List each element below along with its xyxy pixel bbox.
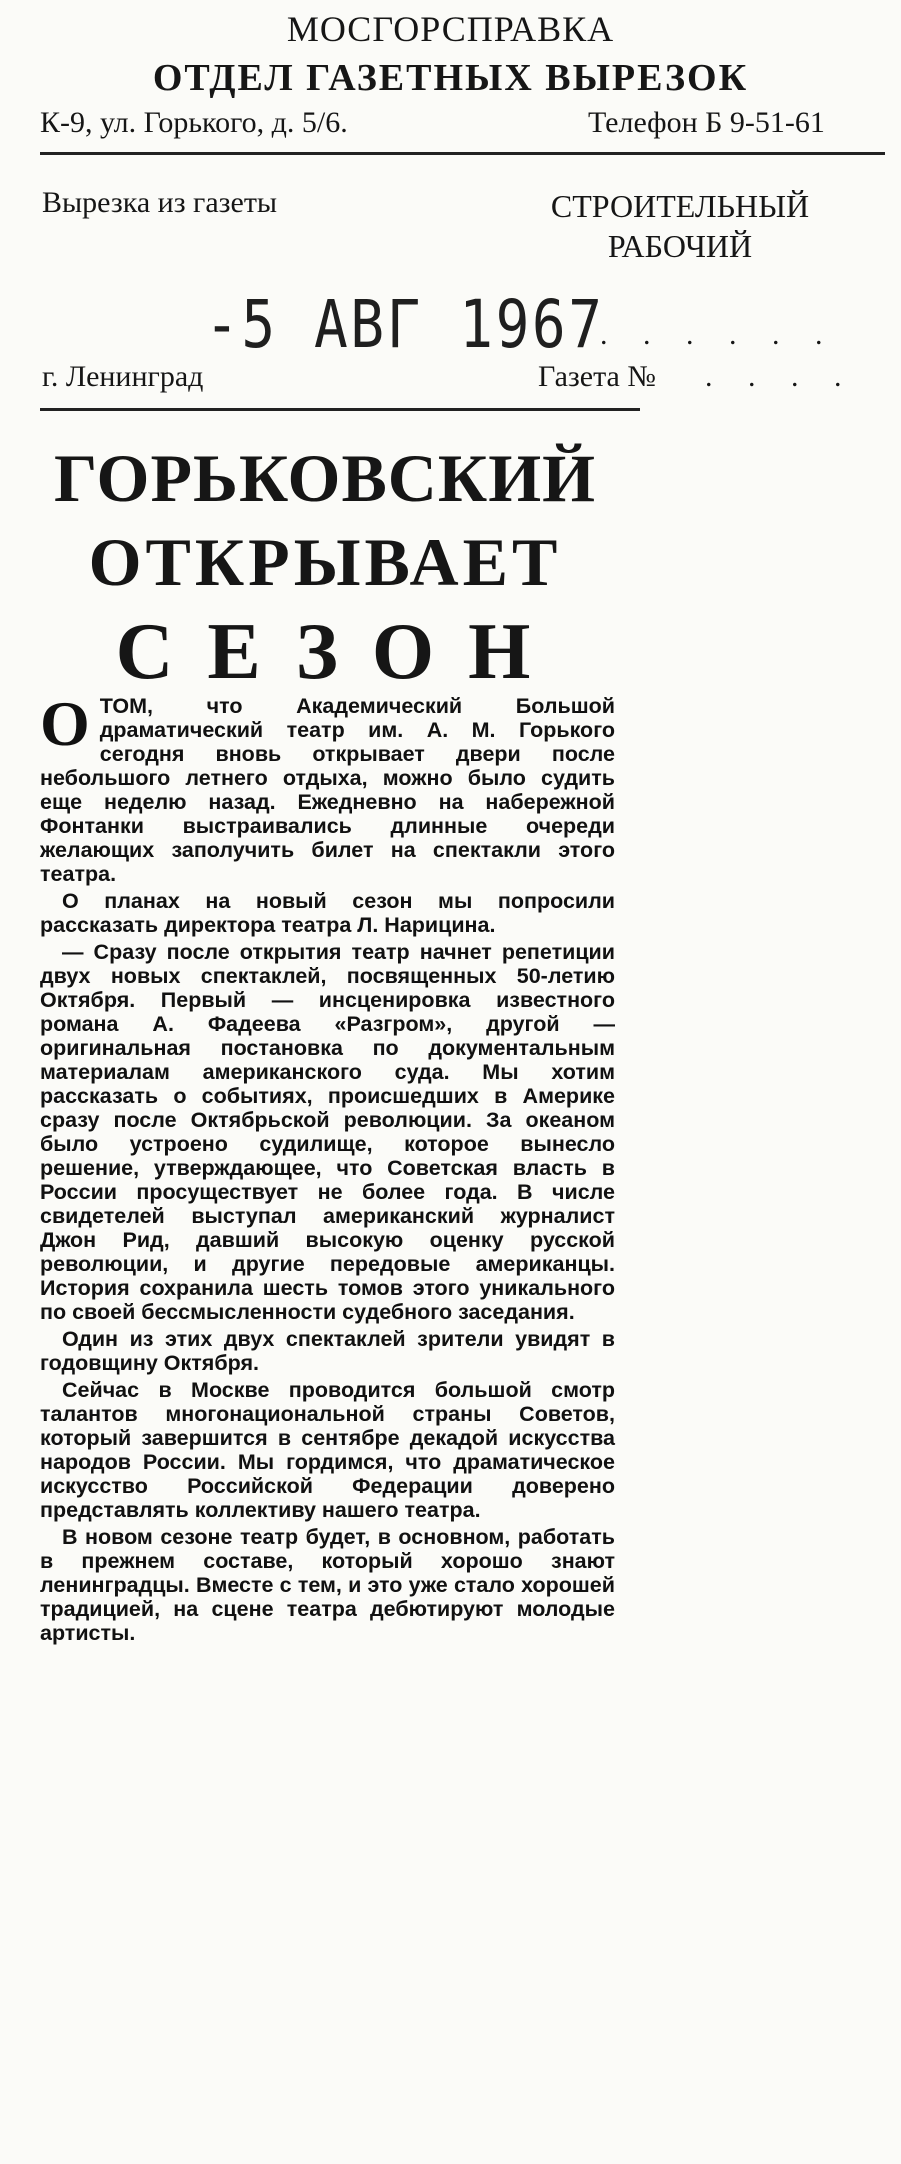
- clipping-divider: [40, 408, 640, 411]
- headline-line2: ОТКРЫВАЕТ: [88, 524, 562, 600]
- article-paragraph-1: [40, 688, 615, 886]
- headline-line1: ГОРЬКОВСКИЙ: [53, 440, 597, 516]
- article-paragraph-5: Сейчас в Москве проводится большой смотр талантов многонациональной страны Советов, который завершится в сентябре декадой искусства народов России. Мы гордимся, что драматическое искусство Российской Федерации доверено представлять коллективу нашего театра.: [40, 1378, 615, 1522]
- newspaper-name: [500, 186, 860, 266]
- agency-address: К-9, ул. Горького, д. 5/6.: [40, 106, 348, 139]
- issue-label: Газета №: [538, 360, 656, 393]
- newspaper-name-line2: РАБОЧИЙ: [607, 228, 753, 264]
- date-stamp: -5 АВГ 1967: [205, 286, 605, 363]
- article-paragraph-6: В новом сезоне театр будет, в основном, работать в прежнем составе, который хорошо знают ленинградцы. Вместе с тем, и это уже стало хорошей традицией, на сцене театра дебютируют молодые артисты.: [40, 1525, 615, 1645]
- article-paragraph-3: — Сразу после открытия театр начнет репетиции двух новых спектаклей, посвященных 50-летию Октября. Первый — инсценировка известного романа А. Фадеева «Разгром», другой — оригинальная постановка по документальным материалам американского суда. Мы хотим рассказать о событиях, происшедших в Америке сразу после Октябрьской революции. За океаном было устроено судилище, которое вынесло решение, утверждающее, что Советская власть в России просуществует не более года. В числе свидетелей выступал американский журналист Джон Рид, давший высокую оценку русской революции, и другие передовые американцы. История сохранила шесть томов этого уникального по своей бессмысленности судебного заседания.: [40, 940, 615, 1324]
- date-dots: . . . . . .: [600, 318, 837, 351]
- article-body: [40, 688, 615, 1648]
- article-paragraph-4: Один из этих двух спектаклей зрители увидят в годовщину Октября.: [40, 1327, 615, 1375]
- header-divider: [40, 152, 885, 155]
- newspaper-name-line1: СТРОИТЕЛЬНЫЙ: [550, 188, 810, 224]
- clipping-label: Вырезка из газеты: [42, 186, 278, 219]
- article-paragraph-1-text: ТОМ, что Академический Большой драматический театр им. А. М. Горького сегодня вновь открывает двери после небольшого летнего отдыха, можно было судить еще неделю назад. Ежедневно на набережной Фонтанки выстраивались длинные очереди желающих заполучить билет на спектакли этого театра.: [40, 694, 615, 886]
- department-name: ОТДЕЛ ГАЗЕТНЫХ ВЫРЕЗОК: [152, 57, 749, 99]
- agency-name: МОСГОРСПРАВКА: [286, 9, 615, 49]
- issue-dots: . . . .: [705, 360, 856, 393]
- article-paragraph-2: О планах на новый сезон мы попросили рассказать директора театра Л. Нарицина.: [40, 889, 615, 937]
- headline-line3: СЕЗОН: [115, 608, 565, 696]
- city-label: г. Ленинград: [42, 360, 204, 393]
- agency-phone: Телефон Б 9-51-61: [588, 106, 825, 139]
- drop-cap: О: [40, 688, 90, 759]
